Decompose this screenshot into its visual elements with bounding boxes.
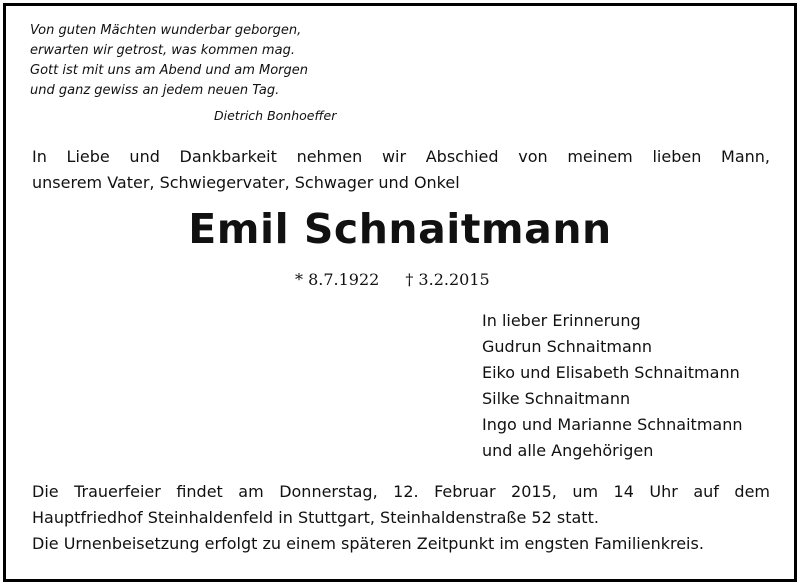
- quote-line: und ganz gewiss an jedem neuen Tag.: [30, 83, 280, 98]
- mourners-list: [482, 308, 743, 464]
- mourner-line: Gudrun Schnaitmann: [482, 337, 653, 356]
- life-dates: [295, 270, 490, 289]
- quote-line: erwarten wir getrost, was kommen mag.: [30, 43, 295, 58]
- death-date: † 3.2.2015: [405, 270, 490, 289]
- deceased-name: Emil Schnaitmann: [188, 205, 612, 253]
- service-line: Die Trauerfeier findet am Donnerstag, 12. Februar 2015, um 14 Uhr auf dem: [32, 482, 770, 501]
- quote-line: Gott ist mit uns am Abend und am Morgen: [30, 63, 309, 78]
- quote-author: Dietrich Bonhoeffer: [214, 108, 337, 123]
- birth-date: * 8.7.1922: [295, 270, 380, 289]
- farewell-intro: [32, 144, 770, 196]
- mourner-line: In lieber Erinnerung: [482, 311, 641, 330]
- bonhoeffer-quote: [30, 21, 308, 101]
- mourner-line: Ingo und Marianne Schnaitmann: [482, 415, 743, 434]
- mourner-line: Silke Schnaitmann: [482, 389, 631, 408]
- mourner-line: und alle Angehörigen: [482, 441, 654, 460]
- mourner-line: Eiko und Elisabeth Schnaitmann: [482, 363, 740, 382]
- quote-line: Von guten Mächten wunderbar geborgen,: [30, 23, 302, 38]
- intro-line: In Liebe und Dankbarkeit nehmen wir Abschied von meinem lieben Mann,: [32, 147, 770, 166]
- urn-burial-line: Die Urnenbeisetzung erfolgt zu einem späteren Zeitpunkt im engsten Familienkreis.: [32, 534, 704, 553]
- intro-line: unserem Vater, Schwiegervater, Schwager und Onkel: [32, 173, 460, 192]
- service-line: Hauptfriedhof Steinhaldenfeld in Stuttgart, Steinhaldenstraße 52 statt.: [32, 508, 599, 527]
- funeral-service-info: [32, 479, 770, 557]
